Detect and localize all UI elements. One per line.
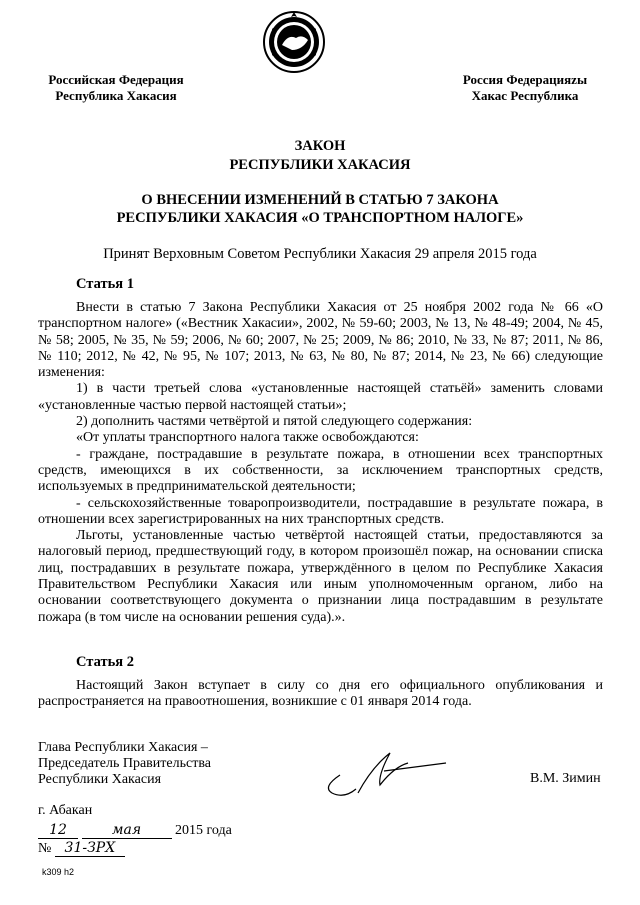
header-left-republic: Республика Хакасия <box>55 88 177 103</box>
signatory-title <box>38 740 211 788</box>
article-1-paragraph: «От уплаты транспортного налога также освобождаются: <box>76 430 419 446</box>
header-left <box>36 72 196 104</box>
article-1-paragraph: - сельскохозяйственные товаропроизводители, пострадавшие в результате пожара, в отношении всех зарегистрированных на них транспортных средств. <box>38 495 603 527</box>
article-1-body <box>38 300 603 626</box>
document-code: k309 h2 <box>42 867 75 877</box>
article-2-heading: Статья 2 <box>76 654 134 670</box>
header-right-republic: Хакас Республика <box>471 88 579 103</box>
signatory-title-line: Глава Республики Хакасия – <box>38 740 208 755</box>
signatory-title-line: Председатель Правительства <box>38 756 211 771</box>
signatory-title-line: Республики Хакасия <box>38 772 162 787</box>
handwritten-signature <box>318 745 450 803</box>
law-subject-line2: РЕСПУБЛИКИ ХАКАСИЯ «О ТРАНСПОРТНОМ НАЛОГЕ» <box>116 210 524 226</box>
date-year: 2015 года <box>175 823 232 838</box>
article-1-paragraph: Внести в статью 7 Закона Республики Хакасия от 25 ноября 2002 года № 66 «О транспортном налоге» («Вестник Хакасии», 2002, № 59-60; 2003, № 13, № 48-49; 2004, № 45, № 58; 2005, № 35, № 59; 2006, № 60; 2007, № 25; 2009, № 86; 2010, № 33, № 87; 2011, № 86, № 110; 2012, № 42, № 95, № 107; 2013, № 63, № 80, № 87; 2014, № 23, № 66) следующие изменения: <box>38 300 603 381</box>
article-2-body <box>38 678 603 711</box>
header-right <box>450 72 600 104</box>
law-number-prefix: № <box>38 841 52 856</box>
date-day: 12 <box>38 822 78 839</box>
law-title: ЗАКОН <box>294 138 346 154</box>
signatory-name: В.М. Зимин <box>530 771 601 786</box>
law-number <box>38 840 125 857</box>
emblem-seal <box>262 10 326 74</box>
law-number-value: 31-ЗРХ <box>55 840 125 857</box>
header-left-country: Российская Федерация <box>48 72 184 87</box>
article-1-heading: Статья 1 <box>76 276 134 292</box>
article-1-paragraph: - граждане, пострадавшие в результате пожара, в отношении всех транспортных средств, имеющихся в их собственности, за исключением транспортных средств, используемых в предпринимательской деятельности; <box>38 446 603 495</box>
article-2-paragraph: Настоящий Закон вступает в силу со дня его официального опубликования и распространяется на правоотношения, возникшие с 01 января 2014 года. <box>38 678 603 710</box>
article-1-paragraph: Льготы, установленные частью четвёртой настоящей статьи, предоставляются за налоговый период, предшествующий году, в котором произошёл пожар, на основании списка лиц, пострадавших в результате пожара, утверждённого в целом по Республике Хакасия Правительством Республики Хакасия или иным уполномоченным органом, либо на основании соответствующего документа о признании лица пострадавшим в результате пожара (в том числе на основании решения суда).». <box>38 528 603 625</box>
law-title-republic: РЕСПУБЛИКИ ХАКАСИЯ <box>229 157 411 173</box>
law-subject-line1: О ВНЕСЕНИИ ИЗМЕНЕНИЙ В СТАТЬЮ 7 ЗАКОНА <box>141 192 499 208</box>
article-1-paragraph: 2) дополнить частями четвёртой и пятой следующего содержания: <box>76 414 473 430</box>
date-month: мая <box>82 822 172 839</box>
adoption-statement: Принят Верховным Советом Республики Хакасия 29 апреля 2015 года <box>103 246 537 262</box>
header-right-country: Россия Федерацияzы <box>462 72 588 87</box>
signing-date <box>38 822 232 839</box>
place-of-signing: г. Абакан <box>38 803 93 818</box>
article-1-paragraph: 1) в части третьей слова «установленные настоящей статьёй» заменить словами «установленные частью первой настоящей статьи»; <box>38 381 603 413</box>
